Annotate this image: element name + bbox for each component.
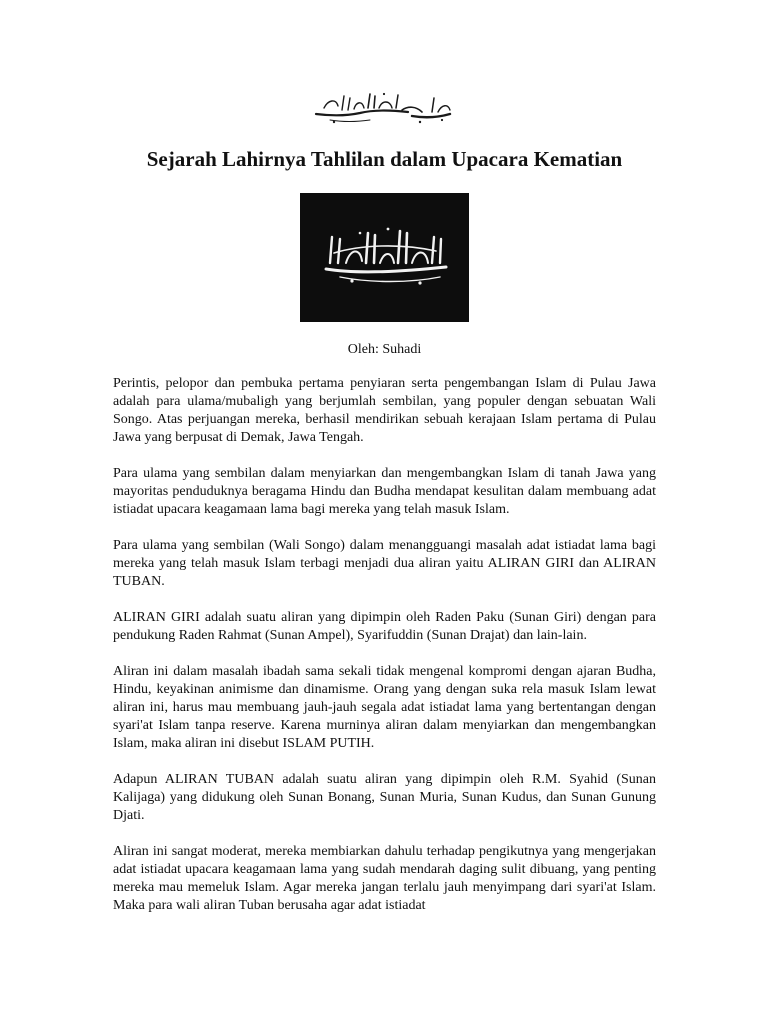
paragraph-6: Adapun ALIRAN TUBAN adalah suatu aliran yang dipimpin oleh R.M. Syahid (Sunan Kalijaga) yang didukung oleh Sunan Bonang, Sunan Muria, Sunan Kudus, dan Sunan Gunung Djati. (113, 772, 656, 823)
document-title: Sejarah Lahirnya Tahlilan dalam Upacara Kematian (146, 147, 623, 171)
paragraph-2: Para ulama yang sembilan dalam menyiarkan dan mengembangkan Islam di tanah Jawa yang mayoritas penduduknya beragama Hindu dan Budha mendapat kesulitan dalam membuang adat istiadat upacara keagamaan lama bagi mereka yang telah masuk Islam. (113, 466, 656, 517)
basmala-calligraphy-image (312, 86, 456, 130)
paragraph-1: Perintis, pelopor dan pembuka pertama penyiaran serta pengembangan Islam di Pulau Jawa adalah para ulama/mubaligh yang berjumlah sembilan, yang populer dengan sebuatan Wali Songo. Atas perjuangan mereka, berhasil mendirikan sebuah kerajaan Islam pertama di Pulau Jawa yang berpusat di Demak, Jawa Tengah. (113, 376, 656, 445)
paragraph-3: Para ulama yang sembilan (Wali Songo) dalam menangguangi masalah adat istiadat lama bagi mereka yang telah masuk Islam terbagi menjadi dua aliran yaitu ALIRAN GIRI dan ALIRAN TUBAN. (113, 538, 656, 589)
shahada-banner-image (300, 193, 469, 322)
author-line: Oleh: Suhadi (347, 342, 422, 357)
paragraph-7: Aliran ini sangat moderat, mereka membiarkan dahulu terhadap pengikutnya yang mengerjakan adat istiadat upacara keagamaan lama yang sudah mendarah daging sulit dibuang, yang penting mereka mau memeluk Islam. Agar mereka jangan terlalu jauh menyimpang dari syari'at Islam. Maka para wali aliran Tuban berusaha agar adat istiadat (113, 844, 656, 913)
paragraph-4: ALIRAN GIRI adalah suatu aliran yang dipimpin oleh Raden Paku (Sunan Giri) dengan para pendukung Raden Rahmat (Sunan Ampel), Syarifuddin (Sunan Drajat) dan lain-lain. (113, 610, 656, 643)
paragraph-5: Aliran ini dalam masalah ibadah sama sekali tidak mengenal kompromi dengan ajaran Budha, Hindu, keyakinan animisme dan dinamisme. Orang yang dengan suka rela masuk Islam lewat aliran ini, harus mau membuang jauh-jauh segala adat istiadat lama yang bertentangan dengan syari'at Islam tanpa reserve. Karena murninya aliran dalam menyiarkan dan mengembangkan Islam, maka aliran ini disebut ISLAM PUTIH. (113, 664, 656, 751)
basmala-calligraphy-icon (312, 86, 456, 130)
shahada-calligraphy-icon (300, 193, 469, 322)
